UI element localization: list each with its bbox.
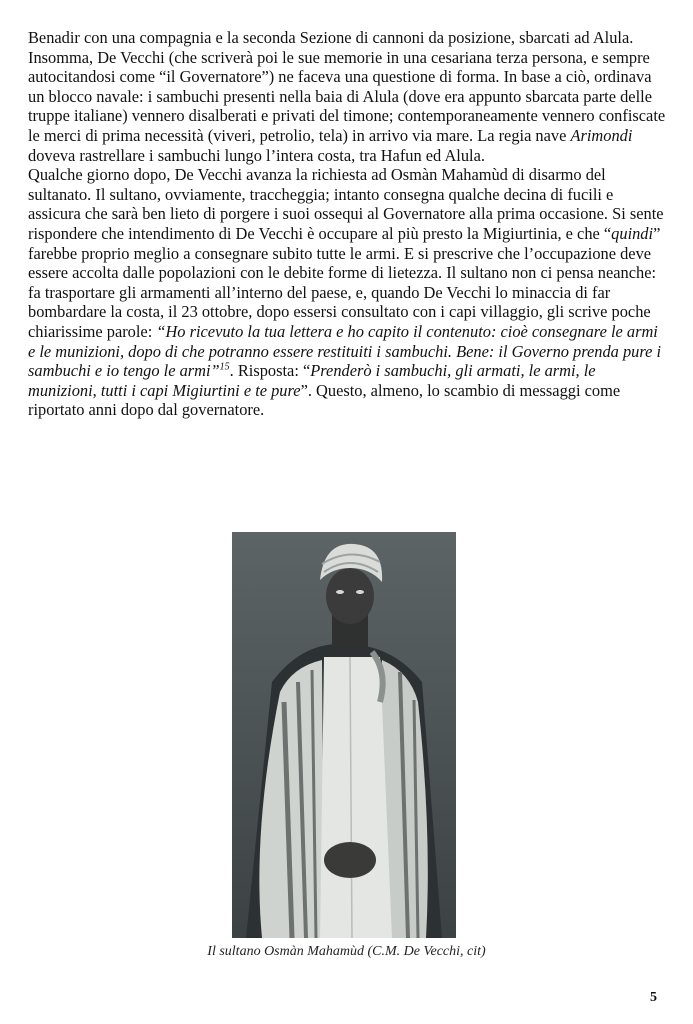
paragraph-2-end: doveva rastrellare i sambuchi lungo l’intera costa, tra Hafun ed Alula. <box>28 145 485 165</box>
paragraph-1-text: Benadir con una compagnia e la seconda Sezione di cannoni da posizione, sbarcati ad Alula. <box>28 28 634 47</box>
paragraph-2-text: Insomma, De Vecchi (che scriverà poi le sue memorie in una cesariana terza persona, e sempre autocitandosi come “il Governatore”) ne faceva una questione di forma. In base a ciò, ordinava un blocco navale: i sambuchi presenti nella baia di Alula (dove era appunto sbarcata parte delle truppe italiane) vennero disalberati e privati del timone; contemporaneamente vennero confiscate le merci di prima necessità (viveri, petrolio, tela) in arrivo via mare. La regia nave <box>28 47 666 145</box>
photo-caption: Il sultano Osmàn Mahamùd (C.M. De Vecchi, cit) <box>207 944 486 959</box>
quindi-word: quindi <box>611 223 654 243</box>
body-text <box>28 28 668 420</box>
footnote-ref: 15 <box>219 361 230 373</box>
sultan-quote: “Ho ricevuto la tua lettera e ho capito il contenuto: cioè consegnare le armi e le munizioni, dopo di che potranno essere restituiti i sambuchi. Bene: il Governo prenda pure i sambuchi e io tengo le armi” <box>28 321 662 381</box>
paragraph-3-text-d: ”. Questo, almeno, lo scambio di messaggi come riportato anni dopo dal governatore. <box>28 380 621 420</box>
paragraph-3 <box>28 165 668 420</box>
sultan-portrait-photo <box>232 532 456 938</box>
paragraph-2 <box>28 48 668 166</box>
portrait-illustration <box>232 532 456 938</box>
paragraph-1 <box>28 28 668 48</box>
paragraph-3-text-c: . Risposta: “ <box>229 361 311 381</box>
page-number: 5 <box>650 990 657 1005</box>
reply-quote: Prenderò i sambuchi, gli armati, le armi, le munizioni, tutti i capi Migiurtini e te pure <box>28 361 596 400</box>
paragraph-3-text-a: Qualche giorno dopo, De Vecchi avanza la richiesta ad Osmàn Mahamùd di disarmo del sultanato. Il sultano, ovviamente, traccheggia; intanto consegna qualche decina di fucili e assicura che sarà ben lieto di porgere i suoi ossequi al Governatore alla prima occasione. Si sente rispondere che intendimento di De Vecchi è occupare al più presto la Migiurtinia, e che “ <box>28 165 664 243</box>
ship-name: Arimondi <box>570 125 633 145</box>
paragraph-3-text-b: ” farebbe proprio meglio a consegnare subito tutte le armi. E si prescrive che l’occupazione deve essere accolta dalle popolazioni con le debite forme di lietezza. Il sultano non ci pensa neanche: fa trasportare gli armamenti all’interno del paese, e, quando De Vecchi lo minaccia di far bombardare la costa, il 23 ottobre, dopo essersi consultato con i capi villaggio, gli scrive poche chiarissime parole: <box>28 223 661 341</box>
